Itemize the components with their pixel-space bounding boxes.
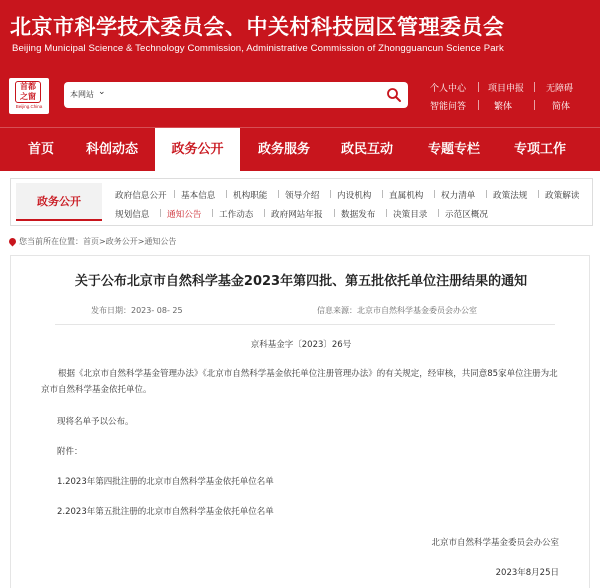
divider: | bbox=[263, 208, 266, 217]
sub-link-data-release[interactable]: 数据发布 bbox=[341, 210, 376, 220]
quick-link-project-apply[interactable]: 项目申报 bbox=[488, 84, 525, 94]
sub-link-internal-orgs[interactable]: 内设机构 bbox=[337, 191, 372, 201]
sub-link-planning[interactable]: 规划信息 bbox=[115, 210, 150, 220]
nav-home[interactable]: 首页 bbox=[27, 142, 54, 157]
breadcrumb bbox=[9, 236, 176, 247]
quick-link-smart-qa[interactable]: 智能问答 bbox=[430, 102, 467, 112]
document-number: 京科基金字〔2023〕26号 bbox=[250, 340, 352, 350]
search-icon[interactable] bbox=[386, 87, 402, 103]
article-paragraph: 根据《北京市自然科学基金管理办法》《北京市自然科学基金依托单位注册管理办法》的有关规定，经审核，共同意85家单位注册为北京市自然科学基金依托单位。 bbox=[41, 369, 558, 395]
divider: | bbox=[437, 208, 440, 217]
info-source: 信息来源：北京市自然科学基金委员会办公室 bbox=[317, 306, 477, 315]
divider: | bbox=[333, 208, 336, 217]
sub-nav-label: 政务公开 bbox=[16, 183, 102, 221]
nav-gov-affairs-open[interactable]: 政务公开 bbox=[155, 128, 240, 172]
sign-date: 2023年8月25日 bbox=[495, 568, 559, 578]
article-panel bbox=[10, 255, 590, 588]
sub-link-basic-info[interactable]: 基本信息 bbox=[181, 191, 216, 201]
divider bbox=[534, 100, 535, 110]
sub-link-affiliated-orgs[interactable]: 直属机构 bbox=[389, 191, 424, 201]
sub-link-annual-report[interactable]: 政府网站年报 bbox=[271, 210, 323, 220]
divider: | bbox=[159, 208, 162, 217]
publish-date: 发布日期：2023- 08- 25 bbox=[91, 306, 183, 315]
divider: | bbox=[537, 189, 540, 198]
search-bar bbox=[64, 82, 408, 108]
divider bbox=[534, 82, 535, 92]
sub-link-policies[interactable]: 政策法规 bbox=[493, 191, 528, 201]
divider: | bbox=[211, 208, 214, 217]
nav-public-interaction[interactable]: 政民互动 bbox=[340, 142, 393, 157]
nav-gov-services[interactable]: 政务服务 bbox=[257, 142, 310, 157]
article-paragraph: 现将名单予以公布。 bbox=[57, 417, 134, 427]
quick-link-simplified[interactable]: 简体 bbox=[552, 102, 571, 112]
divider: | bbox=[277, 189, 280, 198]
capital-window-logo[interactable] bbox=[9, 78, 49, 114]
sub-link-power-list[interactable]: 权力清单 bbox=[441, 191, 476, 201]
divider bbox=[478, 100, 479, 110]
divider bbox=[478, 82, 479, 92]
divider: | bbox=[225, 189, 228, 198]
site-header bbox=[0, 0, 600, 127]
divider: | bbox=[329, 189, 332, 198]
sub-link-decision-catalog[interactable]: 决策目录 bbox=[393, 210, 428, 220]
site-subtitle: Beijing Municipal Science & Technology Commission, Administrative Commission of Zhongguancun Science Park bbox=[12, 43, 504, 54]
logo-subtext: Beijing.China bbox=[15, 104, 43, 109]
site-title: 北京市科学技术委员会、中关村科技园区管理委员会 bbox=[10, 15, 505, 39]
location-pin-icon bbox=[8, 237, 18, 247]
nav-special-topics[interactable]: 专题专栏 bbox=[427, 142, 480, 157]
main-nav bbox=[0, 127, 600, 171]
divider bbox=[55, 324, 555, 325]
logo-seal: 首都 之窗 bbox=[15, 81, 41, 103]
sub-link-demo-zone[interactable]: 示范区概况 bbox=[445, 210, 488, 220]
breadcrumb-text[interactable]: 您当前所在位置：首页>政务公开>通知公告 bbox=[19, 237, 177, 246]
divider: | bbox=[485, 189, 488, 198]
nav-special-work[interactable]: 专项工作 bbox=[513, 142, 566, 157]
divider: | bbox=[173, 189, 176, 198]
search-scope-select[interactable]: 本网站 bbox=[70, 90, 94, 99]
search-input[interactable] bbox=[112, 85, 372, 105]
nav-innovation-news[interactable]: 科创动态 bbox=[85, 142, 138, 157]
attachment-label: 附件： bbox=[57, 447, 83, 457]
quick-link-traditional[interactable]: 繁体 bbox=[494, 102, 513, 112]
attachment-link-2[interactable]: 2.2023年第五批注册的北京市自然科学基金依托单位名单 bbox=[57, 507, 274, 517]
attachment-link-1[interactable]: 1.2023年第四批注册的北京市自然科学基金依托单位名单 bbox=[57, 477, 274, 487]
sub-link-leaders[interactable]: 领导介绍 bbox=[285, 191, 320, 201]
quick-link-personal-center[interactable]: 个人中心 bbox=[430, 84, 467, 94]
divider: | bbox=[433, 189, 436, 198]
divider: | bbox=[381, 189, 384, 198]
sub-nav bbox=[10, 178, 593, 226]
chevron-down-icon[interactable]: ⌄ bbox=[98, 87, 106, 97]
signature: 北京市自然科学基金委员会办公室 bbox=[431, 538, 559, 548]
article-title: 关于公布北京市自然科学基金2023年第四批、第五批依托单位注册结果的通知 bbox=[74, 274, 528, 289]
sub-link-policy-interpretation[interactable]: 政策解读 bbox=[545, 191, 580, 201]
sub-link-gov-info[interactable]: 政府信息公开 bbox=[115, 191, 167, 201]
quick-link-accessibility[interactable]: 无障碍 bbox=[546, 84, 574, 94]
sub-link-functions[interactable]: 机构职能 bbox=[233, 191, 268, 201]
sub-link-work-news[interactable]: 工作动态 bbox=[219, 210, 254, 220]
divider: | bbox=[385, 208, 388, 217]
sub-link-notices[interactable]: 通知公告 bbox=[167, 210, 202, 220]
